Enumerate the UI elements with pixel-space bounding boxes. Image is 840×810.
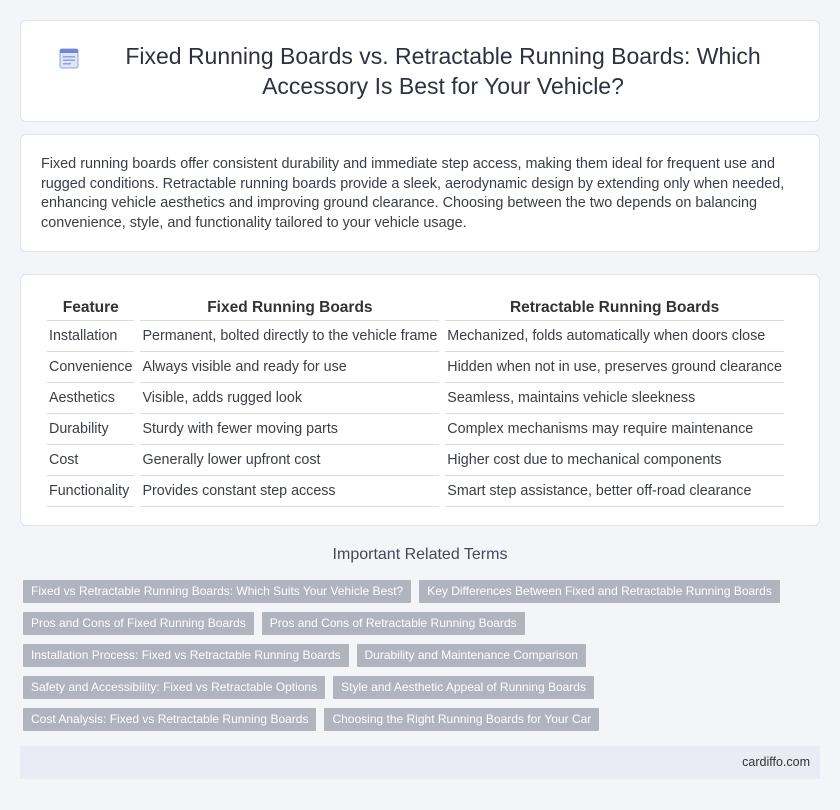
table-cell: Aesthetics xyxy=(47,383,134,414)
related-terms-heading: Important Related Terms xyxy=(332,546,508,563)
table-cell: Sturdy with fewer moving parts xyxy=(140,414,439,445)
table-cell: Cost xyxy=(47,445,134,476)
table-cell: Hidden when not in use, preserves ground clearance xyxy=(445,352,784,383)
tag-row xyxy=(23,580,823,603)
related-term-link[interactable]: Key Differences Between Fixed and Retractable Running Boards xyxy=(419,580,780,603)
table-cell: Durability xyxy=(47,414,134,445)
document-icon xyxy=(57,46,81,70)
table-cell: Mechanized, folds automatically when doors close xyxy=(445,321,784,352)
page-title: Fixed Running Boards vs. Retractable Running Boards: Which Accessory Is Best for Your Vehicle? xyxy=(125,43,761,99)
tag-row xyxy=(23,708,823,731)
table-row xyxy=(47,383,784,414)
column-header: Retractable Running Boards xyxy=(445,295,784,321)
related-term-link[interactable]: Fixed vs Retractable Running Boards: Which Suits Your Vehicle Best? xyxy=(23,580,411,603)
column-header: Fixed Running Boards xyxy=(140,295,439,321)
table-cell: Provides constant step access xyxy=(140,476,439,507)
comparison-table xyxy=(41,295,790,507)
table-cell: Seamless, maintains vehicle sleekness xyxy=(445,383,784,414)
related-terms-list xyxy=(23,580,823,740)
table-cell: Always visible and ready for use xyxy=(140,352,439,383)
table-cell: Visible, adds rugged look xyxy=(140,383,439,414)
table-header-row xyxy=(47,295,784,321)
tag-row xyxy=(23,676,823,699)
intro-card xyxy=(20,134,820,252)
table-cell: Generally lower upfront cost xyxy=(140,445,439,476)
table-row xyxy=(47,476,784,507)
table-row xyxy=(47,414,784,445)
table-row xyxy=(47,352,784,383)
related-term-link[interactable]: Choosing the Right Running Boards for Your Car xyxy=(324,708,599,731)
related-term-link[interactable]: Durability and Maintenance Comparison xyxy=(357,644,586,667)
table-cell: Smart step assistance, better off-road clearance xyxy=(445,476,784,507)
table-cell: Functionality xyxy=(47,476,134,507)
tag-row xyxy=(23,644,823,667)
intro-paragraph: Fixed running boards offer consistent durability and immediate step access, making them ideal for frequent use and rugged conditions. Retractable running boards provide a sleek, aerodynamic design by extending only when needed, enhancing vehicle aesthetics and improving ground clearance. Choosing between the two depends on balancing convenience, style, and functionality tailored to your vehicle usage. xyxy=(41,156,785,231)
footer xyxy=(20,746,820,779)
related-term-link[interactable]: Pros and Cons of Fixed Running Boards xyxy=(23,612,254,635)
column-header: Feature xyxy=(47,295,134,321)
related-term-link[interactable]: Pros and Cons of Retractable Running Boards xyxy=(262,612,525,635)
table-cell: Installation xyxy=(47,321,134,352)
table-cell: Higher cost due to mechanical components xyxy=(445,445,784,476)
table-cell: Complex mechanisms may require maintenance xyxy=(445,414,784,445)
table-row xyxy=(47,321,784,352)
related-term-link[interactable]: Style and Aesthetic Appeal of Running Boards xyxy=(333,676,594,699)
comparison-card xyxy=(20,274,820,526)
tag-row xyxy=(23,612,823,635)
table-row xyxy=(47,445,784,476)
related-term-link[interactable]: Installation Process: Fixed vs Retractable Running Boards xyxy=(23,644,349,667)
table-cell: Permanent, bolted directly to the vehicle frame xyxy=(140,321,439,352)
related-term-link[interactable]: Safety and Accessibility: Fixed vs Retractable Options xyxy=(23,676,325,699)
title-card xyxy=(20,20,820,122)
related-term-link[interactable]: Cost Analysis: Fixed vs Retractable Running Boards xyxy=(23,708,316,731)
table-cell: Convenience xyxy=(47,352,134,383)
site-name[interactable]: cardiffo.com xyxy=(742,755,810,769)
